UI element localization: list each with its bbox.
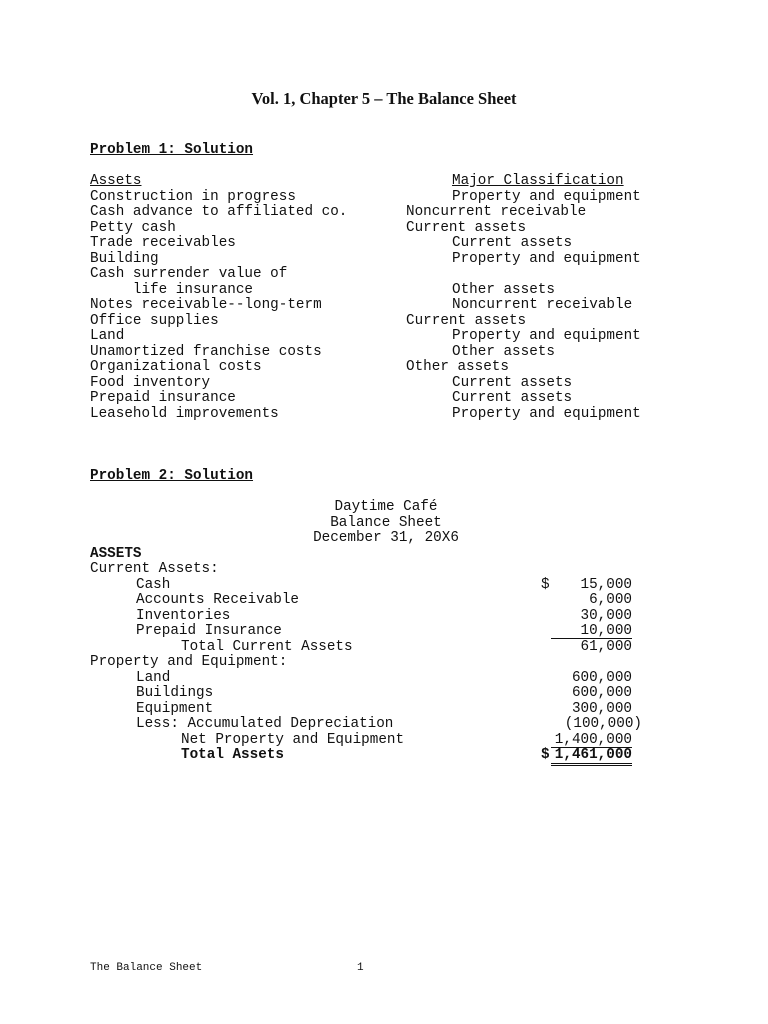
asset-cell: life insurance bbox=[90, 281, 254, 298]
classification-cell: Property and equipment bbox=[452, 405, 641, 422]
total-currency-symbol: $ bbox=[541, 747, 550, 763]
classification-cell: Current assets bbox=[406, 219, 527, 236]
buildings-value: 600,000 bbox=[571, 685, 632, 701]
page-number: 1 bbox=[357, 962, 364, 974]
asset-cell: Notes receivable--long-term bbox=[90, 297, 322, 313]
property-equipment-label: Property and Equipment: bbox=[90, 654, 288, 670]
classification-cell: Current assets bbox=[452, 235, 573, 251]
classification-cell: Other assets bbox=[452, 343, 555, 360]
total-assets-value: 1,461,000 bbox=[554, 747, 632, 763]
assets-heading: ASSETS bbox=[90, 545, 142, 562]
classification-cell: Property and equipment bbox=[452, 328, 641, 344]
asset-cell: Office supplies bbox=[90, 312, 219, 329]
accounts-receivable-value: 6,000 bbox=[589, 592, 632, 608]
asset-cell: Construction in progress bbox=[90, 188, 296, 205]
asset-cell: Cash advance to affiliated co. bbox=[90, 204, 348, 220]
net-ppe-label: Net Property and Equipment bbox=[181, 731, 405, 748]
land-value: 600,000 bbox=[571, 669, 632, 686]
equipment-label: Equipment bbox=[136, 700, 214, 717]
total-current-assets-label: Total Current Assets bbox=[181, 638, 353, 655]
classification-cell: Property and equipment bbox=[452, 188, 641, 205]
currency-symbol: $ bbox=[541, 576, 550, 593]
total-assets-label: Total Assets bbox=[181, 747, 284, 763]
company-name: Daytime Café bbox=[334, 499, 438, 515]
asset-cell: Cash surrender value of bbox=[90, 266, 288, 282]
cash-value: 15,000 bbox=[580, 576, 632, 593]
asset-cell: Prepaid insurance bbox=[90, 390, 236, 406]
problem-1-heading: Problem 1: Solution bbox=[90, 142, 254, 158]
prepaid-insurance-value: 10,000 bbox=[580, 623, 632, 639]
classification-column-header: Major Classification bbox=[452, 173, 624, 189]
accumulated-depreciation-label: Less: Accumulated Depreciation bbox=[136, 716, 394, 732]
asset-cell: Food inventory bbox=[90, 374, 211, 391]
statement-date: December 31, 20X6 bbox=[313, 530, 459, 546]
classification-cell: Current assets bbox=[452, 374, 573, 391]
accumulated-depreciation-value: (100,000) bbox=[564, 716, 642, 732]
classification-cell: Current assets bbox=[406, 312, 527, 329]
net-ppe-value: 1,400,000 bbox=[554, 731, 632, 748]
asset-cell: Land bbox=[90, 328, 125, 344]
buildings-label: Buildings bbox=[136, 685, 214, 701]
equipment-value: 300,000 bbox=[571, 700, 632, 717]
inventories-value: 30,000 bbox=[580, 607, 632, 624]
asset-cell: Petty cash bbox=[90, 219, 176, 236]
prepaid-insurance-label: Prepaid Insurance bbox=[136, 623, 282, 639]
asset-cell: Organizational costs bbox=[90, 359, 262, 375]
land-label: Land bbox=[136, 669, 171, 686]
current-assets-label: Current Assets: bbox=[90, 561, 219, 577]
total-current-assets-value: 61,000 bbox=[580, 638, 632, 655]
classification-cell: Property and equipment bbox=[452, 250, 641, 267]
classification-cell: Noncurrent receivable bbox=[452, 297, 633, 313]
inventories-label: Inventories bbox=[136, 607, 231, 624]
cash-label: Cash bbox=[136, 576, 171, 593]
footer-title: The Balance Sheet bbox=[90, 962, 203, 974]
classification-cell: Noncurrent receivable bbox=[406, 204, 587, 220]
classification-cell: Current assets bbox=[452, 390, 573, 406]
total-double-rule bbox=[551, 763, 632, 766]
assets-column-header: Assets bbox=[90, 173, 142, 189]
asset-cell: Building bbox=[90, 250, 159, 267]
document-title: Vol. 1, Chapter 5 – The Balance Sheet bbox=[251, 89, 517, 108]
statement-name: Balance Sheet bbox=[330, 514, 442, 531]
asset-cell: Leasehold improvements bbox=[90, 405, 279, 422]
asset-cell: Trade receivables bbox=[90, 235, 236, 251]
classification-cell: Other assets bbox=[452, 281, 555, 298]
asset-cell: Unamortized franchise costs bbox=[90, 343, 322, 360]
classification-cell: Other assets bbox=[406, 359, 509, 375]
problem-2-heading: Problem 2: Solution bbox=[90, 468, 254, 484]
accounts-receivable-label: Accounts Receivable bbox=[136, 592, 300, 608]
